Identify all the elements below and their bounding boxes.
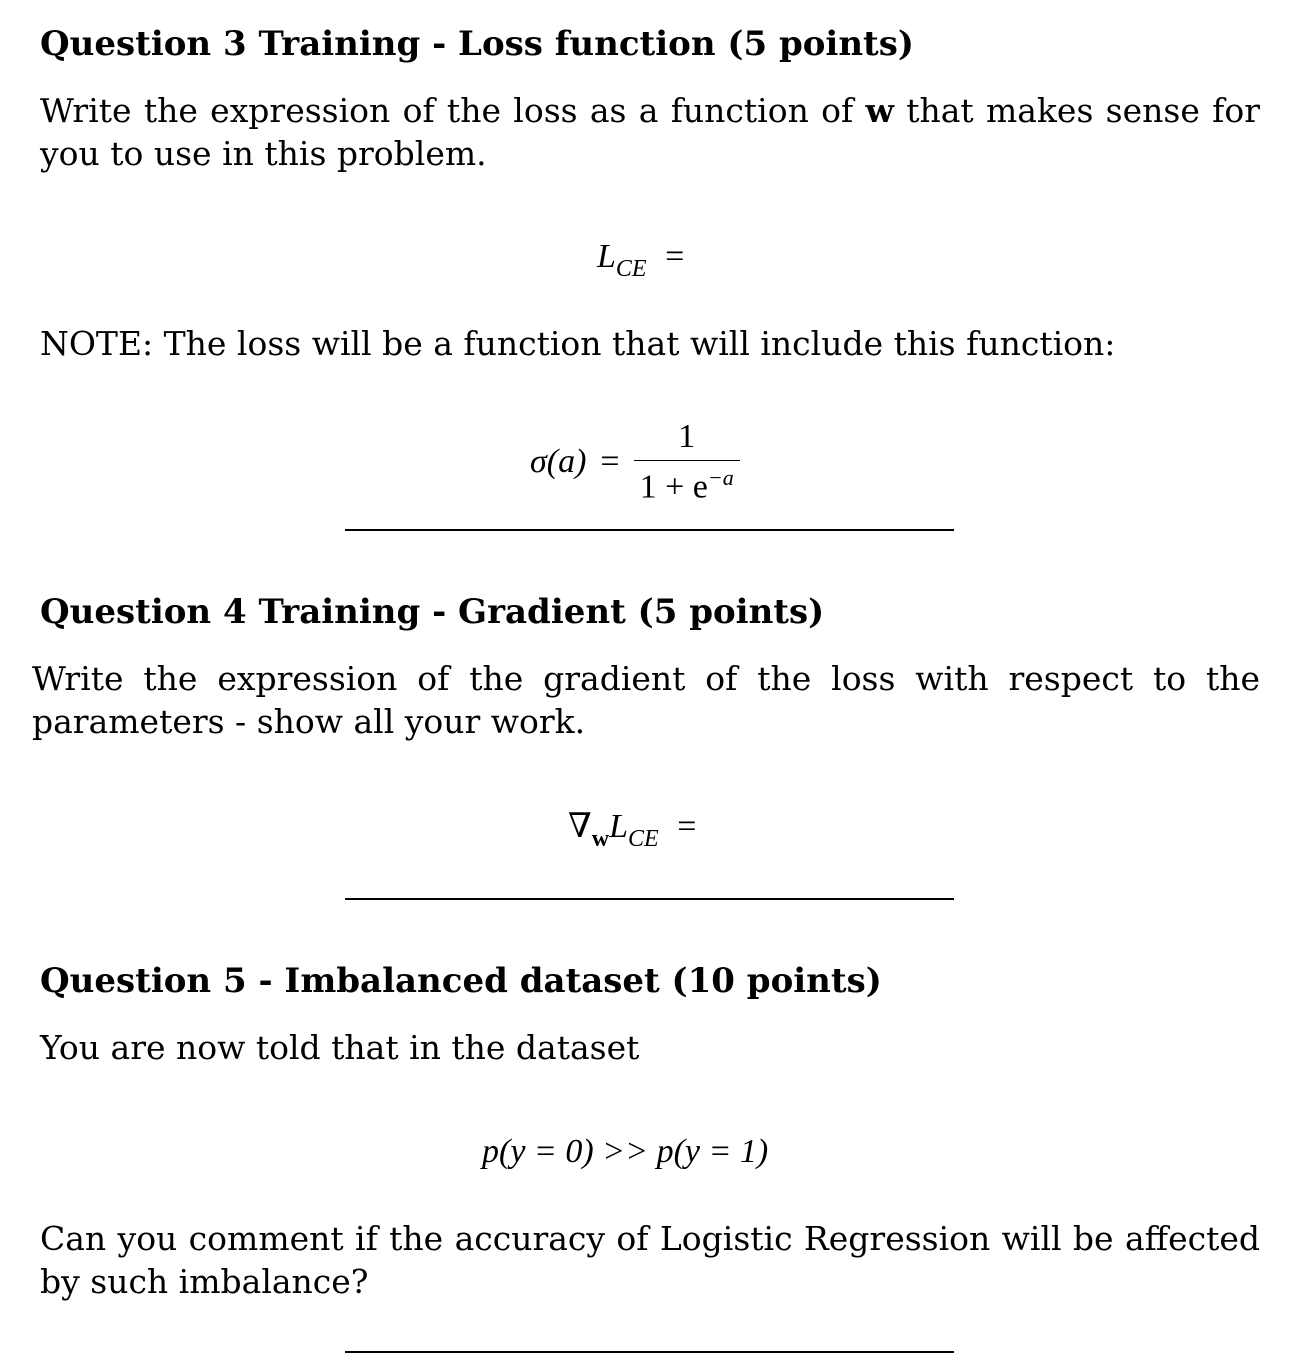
q3-loss-equation — [597, 238, 685, 282]
gradient-loss-subscript: CE — [628, 826, 659, 852]
loss-subscript: CE — [615, 256, 647, 282]
q3-bold-w: w — [865, 91, 894, 130]
sigmoid-denominator: $1 + e^{-a}$ — [634, 460, 740, 506]
sigmoid-exponent: −a — [707, 465, 734, 490]
q5-heading: Question 5 - Imbalanced dataset (10 points) — [40, 961, 882, 1001]
sigmoid-lhs: σ(a) — [530, 443, 587, 481]
q3-prompt — [40, 89, 1260, 175]
loss-symbol: L — [597, 238, 616, 275]
q3-answer-line — [345, 529, 954, 531]
q5-question: Can you comment if the accuracy of Logistic Regression will be affected by such imbalance? — [40, 1219, 1260, 1301]
q5-answer-line — [345, 1351, 954, 1353]
gradient-loss-symbol: L — [609, 808, 629, 845]
q3-heading: Question 3 Training - Loss function (5 points) — [40, 24, 914, 64]
sigmoid-equals: = — [600, 443, 620, 481]
q4-answer-line — [345, 898, 954, 900]
sigmoid-fraction — [634, 418, 740, 506]
nabla-subscript: w — [591, 826, 610, 852]
imbalance-equation: p(y = 0) >> p(y = 1) — [482, 1133, 769, 1170]
gradient-equals: = — [677, 808, 697, 845]
nabla-symbol: ∇ — [568, 808, 592, 845]
q3-text-before: Write the expression of the loss as a function of — [40, 91, 854, 130]
equals-sign: = — [665, 238, 685, 275]
q5-intro: You are now told that in the dataset — [40, 1028, 640, 1067]
q3-text-after: that makes sense for you to use in this problem. — [40, 91, 1261, 173]
q4-gradient-equation — [568, 806, 697, 852]
q3-note: NOTE: The loss will be a function that will include this function: — [40, 324, 1116, 363]
q4-prompt: Write the expression of the gradient of the loss with respect to the parameters - show all your work. — [32, 659, 1260, 741]
sigmoid-equation — [530, 418, 740, 506]
sigmoid-numerator: 1 — [678, 418, 696, 455]
q4-heading: Question 4 Training - Gradient (5 points) — [40, 592, 825, 632]
